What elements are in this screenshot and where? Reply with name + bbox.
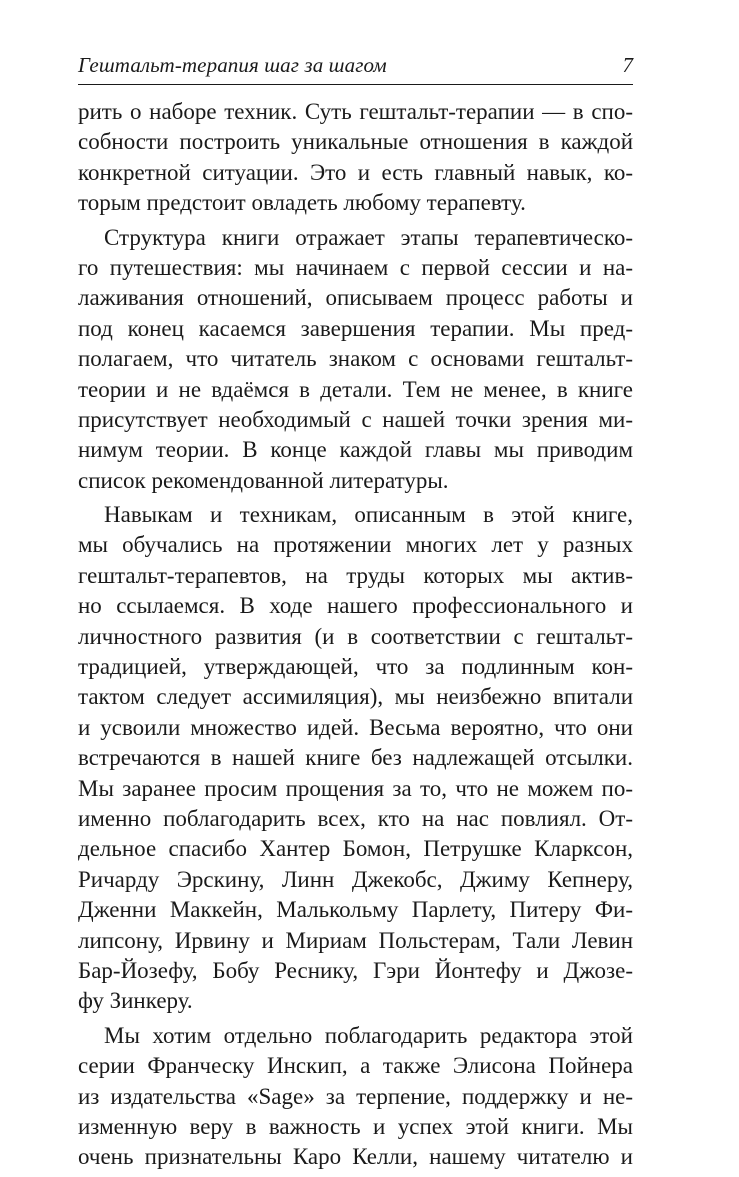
paragraph	[78, 500, 633, 1017]
text-line: Бар-Йозефу, Бобу Реснику, Гэри Йонтефу и Джозе-	[78, 957, 633, 983]
text-line: традицией, утверждающей, что за подлинным кон-	[78, 654, 633, 680]
text-line: Дженни Маккейн, Малькольму Парлету, Питеру Фи-	[78, 897, 633, 923]
text-line: тактом следует ассимиляция), мы неизбежно впитали	[78, 684, 633, 710]
paragraph	[78, 97, 633, 219]
text-line: присутствует необходимый с нашей точки зрения ми-	[78, 406, 633, 432]
text-line: серии Франческу Инскип, а также Элисона Пойнера	[78, 1053, 633, 1079]
text-line: Структура книги отражает этапы терапевтическо-	[104, 224, 633, 250]
text-line: список рекомендованной литературы.	[78, 467, 449, 493]
text-line: полагаем, что читатель знаком с основами гештальт-	[78, 346, 633, 372]
text-line: изменную веру в важность и успех этой книги. Мы	[78, 1113, 633, 1139]
text-line: из издательства «Sage» за терпение, поддержку и не-	[78, 1083, 633, 1109]
text-line: теории и не вдаёмся в детали. Тем не менее, в книге	[78, 376, 633, 402]
paragraph	[78, 1021, 633, 1173]
text-line: встречаются в нашей книге без надлежащей отсылки.	[78, 745, 633, 771]
text-line: под конец касаемся завершения терапии. Мы пред-	[78, 315, 633, 341]
text-line: и усвоили множество идей. Весьма вероятно, что они	[78, 714, 633, 740]
text-line: лаживания отношений, описываем процесс работы и	[78, 285, 633, 311]
text-line: Ричарду Эрскину, Линн Джекобс, Джиму Кепнеру,	[78, 866, 633, 892]
text-line: мы обучались на протяжении многих лет у разных	[78, 532, 633, 558]
text-line: конкретной ситуации. Это и есть главный навык, ко-	[78, 159, 633, 185]
running-head-title: Гештальт-терапия шаг за шагом	[78, 53, 387, 77]
text-line: го путешествия: мы начинаем с первой сессии и на-	[78, 254, 633, 280]
text-line: торым предстоит овладеть любому терапевту.	[78, 190, 526, 216]
text-line: Мы заранее просим прощения за то, что не можем по-	[78, 775, 633, 801]
text-line: липсону, Ирвину и Мириам Польстерам, Тали Левин	[78, 927, 633, 953]
text-line: дельное спасибо Хантер Бомон, Петрушке Кларксон,	[78, 836, 633, 862]
paragraph	[78, 223, 633, 497]
text-line: но ссылаемся. В ходе нашего профессионального и	[78, 593, 633, 619]
body-text	[78, 97, 633, 1177]
text-line: гештальт-терапевтов, на труды которых мы актив‑	[78, 562, 633, 588]
page-number: 7	[622, 53, 633, 77]
page-header	[78, 47, 633, 87]
text-line: именно поблагодарить всех, кто на нас повлиял. От-	[78, 805, 633, 831]
text-line: рить о наборе техник. Суть гештальт-терапии — в спо-	[78, 99, 633, 124]
text-line: собности построить уникальные отношения в каждой	[78, 129, 633, 155]
text-line: фу Зинкеру.	[78, 988, 193, 1014]
text-line: личностного развития (и в соответствии с гештальт-	[78, 623, 633, 649]
text-line: очень признательны Каро Келли, нашему читателю и	[78, 1144, 633, 1170]
text-line: Мы хотим отдельно поблагодарить редактора этой	[104, 1022, 633, 1048]
text-line: нимум теории. В конце каждой главы мы приводим	[78, 437, 633, 463]
text-line: Навыкам и техникам, описанным в этой книге,	[104, 502, 633, 528]
header-divider	[78, 84, 633, 85]
